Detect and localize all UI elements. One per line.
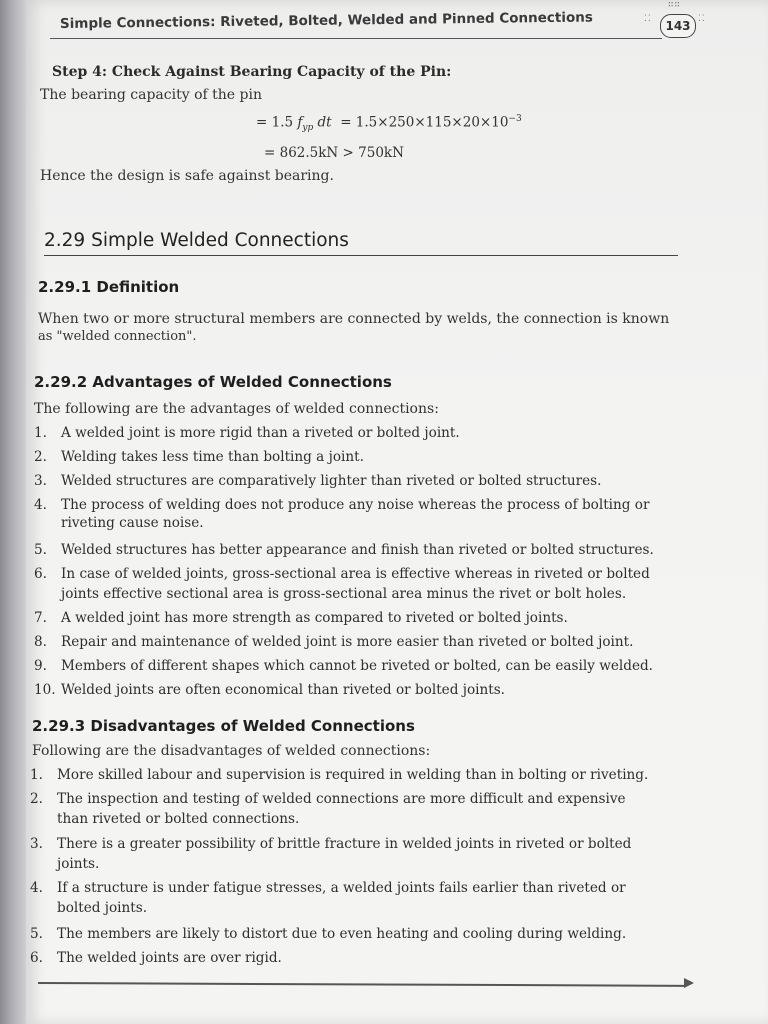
step-intro: The bearing capacity of the pin (40, 87, 262, 103)
formula-eq: = 1.5 (256, 114, 294, 131)
header-ornament-left: ⁚⁚ (644, 14, 652, 24)
bearing-result: = 862.5kN > 750kN (264, 145, 404, 161)
formula-rhs: = 1.5×250×115×20×10 (340, 114, 509, 131)
disadvantages-heading: 2.29.3 Disadvantages of Welded Connections (32, 717, 415, 735)
advantages-intro: The following are the advantages of welded connections: (34, 401, 439, 417)
header-ornament-right: ⁚⁚ (698, 14, 706, 24)
step-heading: Step 4: Check Against Bearing Capacity of the Pin: (52, 64, 452, 80)
section-heading: 2.29 Simple Welded Connections (44, 230, 678, 256)
formula-exp: −3 (508, 114, 522, 124)
disadvantages-intro: Following are the disadvantages of welded connections: (32, 743, 431, 759)
page-content: Simple Connections: Riveted, Bolted, Welded and Pinned Connections ⁚⁚ ∷∷ ⁚⁚ 143 Step 4: Check Against Bearing Capacity of the Pin: The bearing capacity of the pin = 1.5 $f_{yp}$ dt = $1.5\times 250\times 115\times 20\times 10^{-3}$ = 862.5kN > 750kN Hence the design is safe against bearing. 2.29 Simple Welded Connections 2.29.1 Definition When two or more structural members are connected by welds, the connection is known as "welded connection". 2.29.2 Advantages of Welded Connections The following are the advantages of welded connections: 1. A welded joint is more rigid than a riveted or bolted joint. 2. Welding takes less time than bolting a joint. 3. Welded structures are comparatively lighter than riveted or bolted structures. 4. The process of welding does not produce any noise whereas the process of bolting or riveting cause noise. 5. Welded structures has better appearance and finish than riveted or bolted structures. 6. In case of welded joints, gross-sectional area is effective whereas in riveted or bolted joints effective sectional area is gross-sectional area minus the rivet or bolt holes. 7. A welded joint has more strength as compared to riveted or bolted joints. 8. Repair and maintenance of welded joint is more easier than riveted or bolted joint. 9. Members of different shapes which cannot be riveted or bolted, can be easily welded. 10. Welded joints are often economical than riveted or bolted joints. 2.29.3 Disadvantages of Welded Connections Following are the disadvantages of welded connections: 1. More skilled labour and supervision is required in welding than in bolting or riveting. 2. The inspection and testing of welded connections are more difficult and expensive than riveted or bolted connections. 3. There is a greater possibility of brittle fracture in welded joints in riveted or bolted joints. 4. If a structure is under fatigue stresses, a welded joints fails earlier than riveted or bolted joints. 5. The members are likely to distort due to even heating and cooling during welding. 6. The welded joints are over rigid. (38, 0, 728, 1024)
formula-sub: yp (302, 123, 314, 134)
definition-line-2: as "welded connection". (38, 329, 197, 344)
header-ornament-top: ∷∷ (668, 0, 681, 10)
running-header (50, 8, 662, 39)
arrow-right-icon (684, 978, 694, 988)
definition-line-1: When two or more structural members are connected by welds, the connection is known (38, 311, 670, 327)
bearing-formula (256, 114, 522, 133)
book-spine-shadow (0, 0, 26, 1024)
bottom-rule (38, 982, 686, 986)
step-conclusion: Hence the design is safe against bearing. (40, 168, 334, 184)
running-header-title: Simple Connections: Riveted, Bolted, Welded and Pinned Connections (59, 9, 593, 32)
formula-dt: dt (317, 114, 332, 131)
formula-f: f (297, 114, 303, 131)
page-number: 143 (660, 14, 696, 38)
book-page (26, 0, 768, 1024)
advantages-heading: 2.29.2 Advantages of Welded Connections (34, 373, 392, 391)
definition-heading: 2.29.1 Definition (38, 278, 180, 296)
